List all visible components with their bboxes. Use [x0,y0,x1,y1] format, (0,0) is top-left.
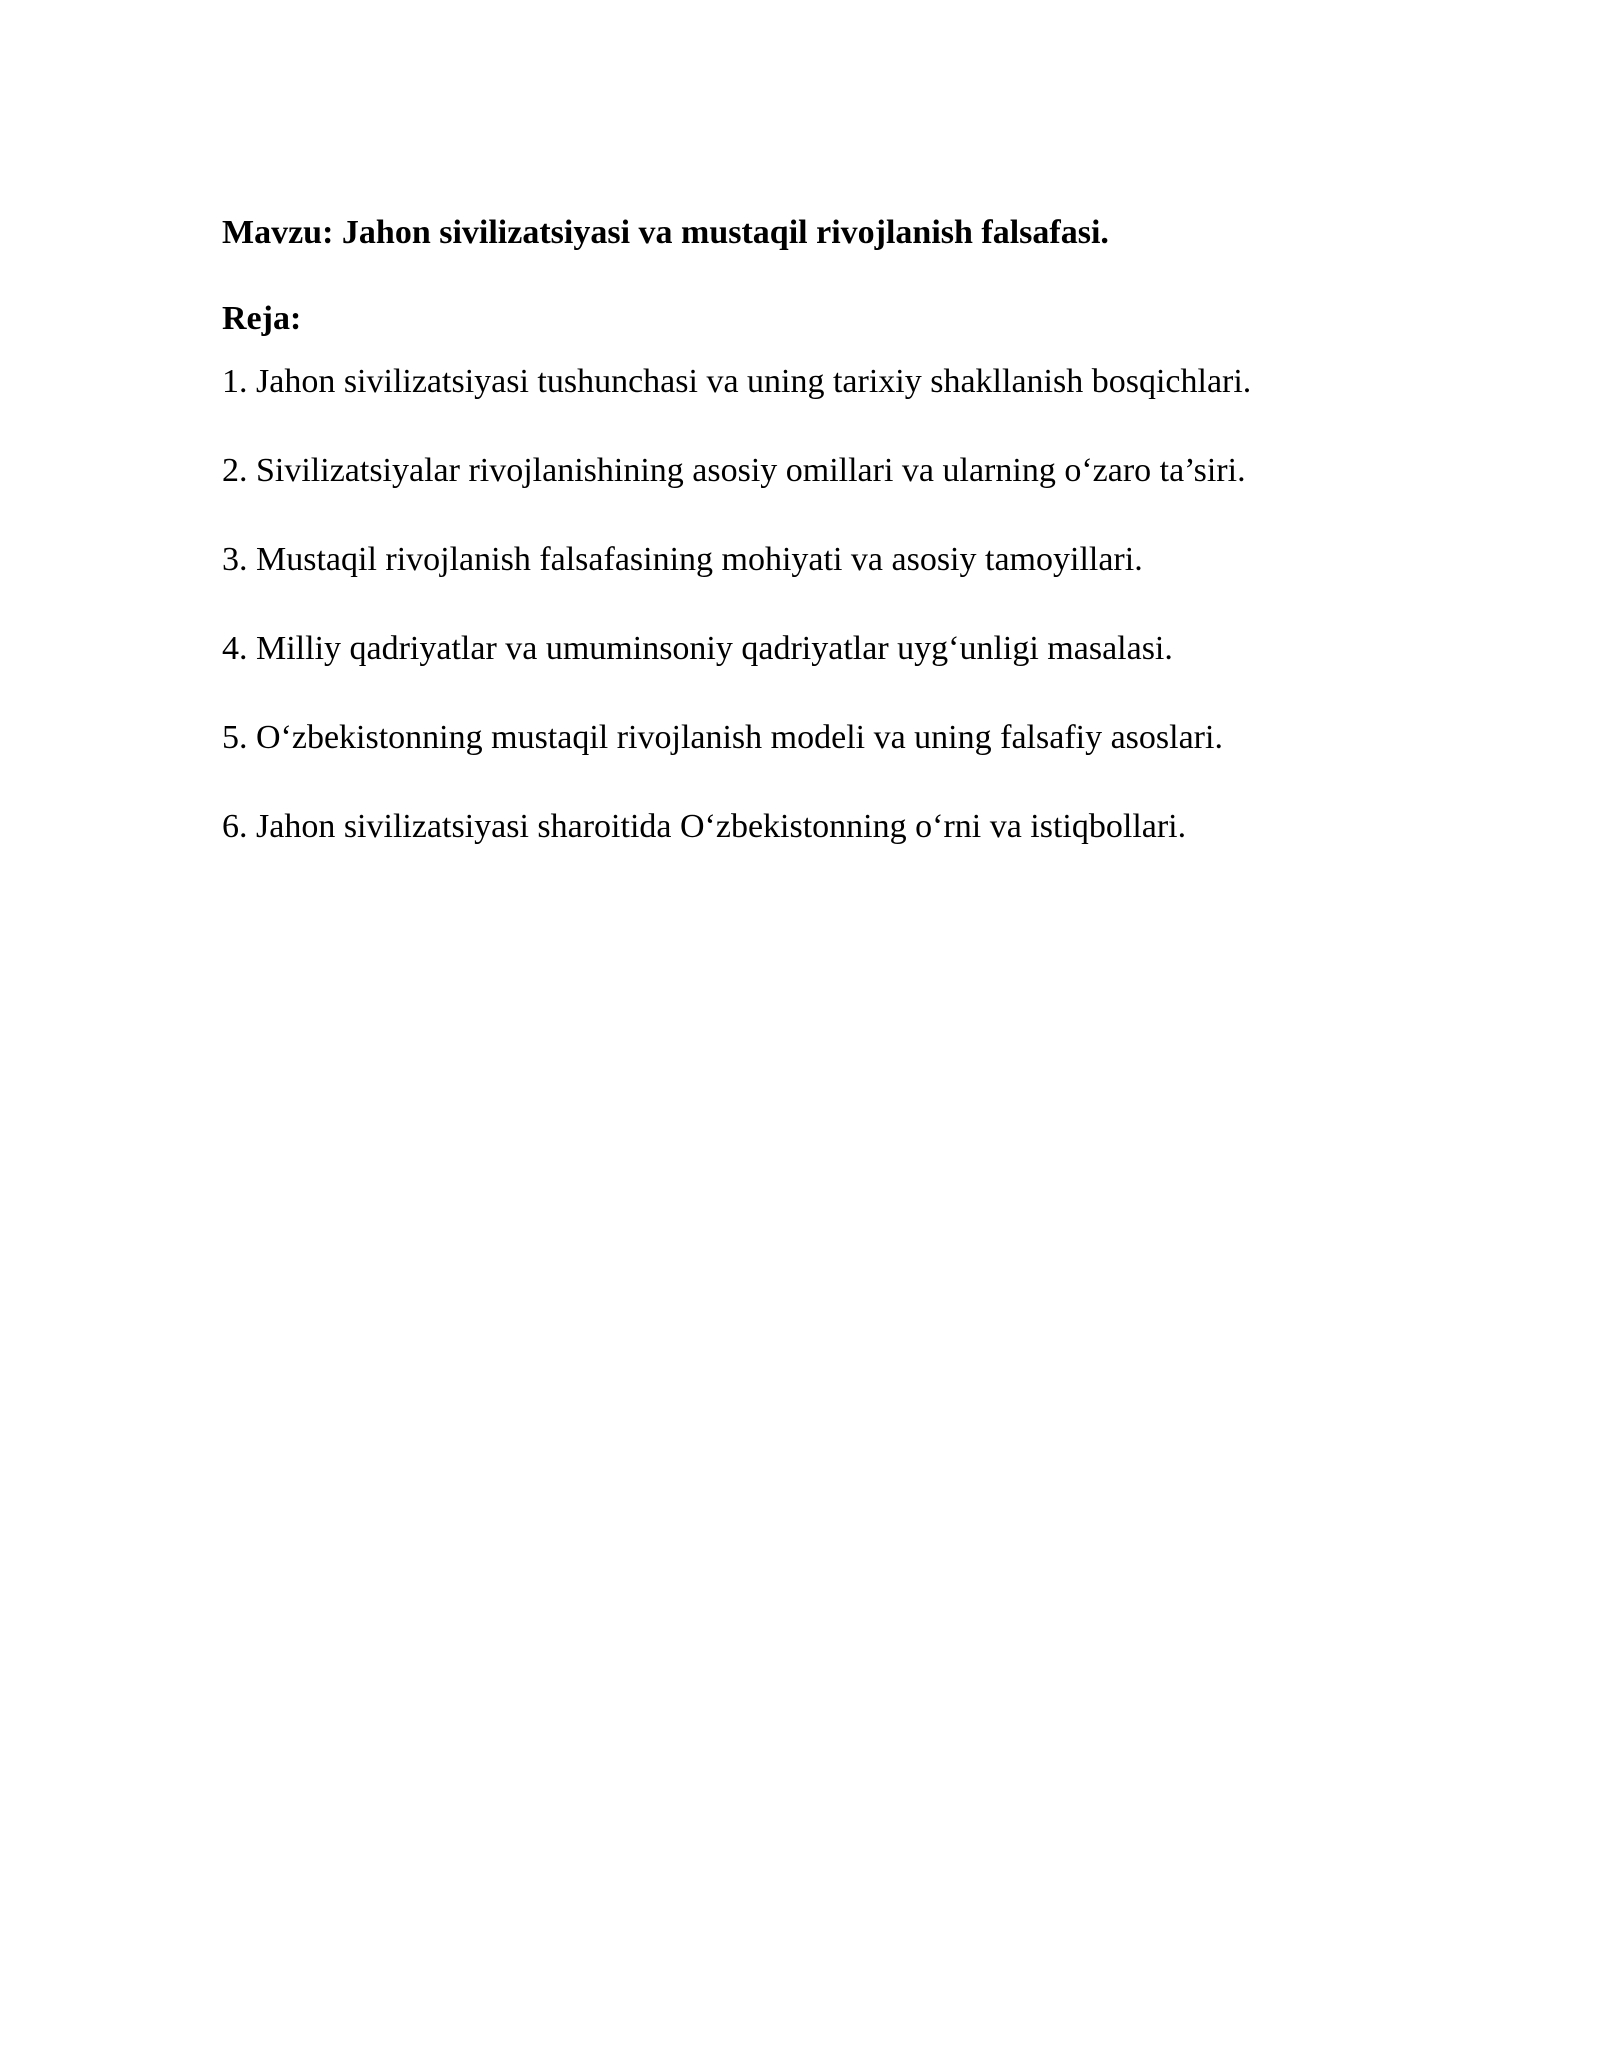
plan-item-1: 1. Jahon sivilizatsiyasi tushunchasi va uning tarixiy shakllanish bosqichlari. [222,363,1252,400]
plan-item-2: 2. Sivilizatsiyalar rivojlanishining asosiy omillari va ularning o‘zaro ta’siri. [222,452,1246,489]
plan-item-5: 5. O‘zbekistonning mustaqil rivojlanish modeli va uning falsafiy asoslari. [222,719,1223,756]
plan-list [222,354,1422,855]
plan-item-6: 6. Jahon sivilizatsiyasi sharoitida O‘zbekistonning o‘rni va istiqbollari. [222,808,1187,845]
document-title: Mavzu: Jahon sivilizatsiyasi va mustaqil rivojlanish falsafasi. [222,214,1109,251]
plan-item-3: 3. Mustaqil rivojlanish falsafasining mohiyati va asosiy tamoyillari. [222,541,1143,578]
plan-item-4: 4. Milliy qadriyatlar va umuminsoniy qadriyatlar uyg‘unligi masalasi. [222,630,1173,667]
plan-heading: Reja: [222,300,302,337]
document-content [222,205,1422,888]
